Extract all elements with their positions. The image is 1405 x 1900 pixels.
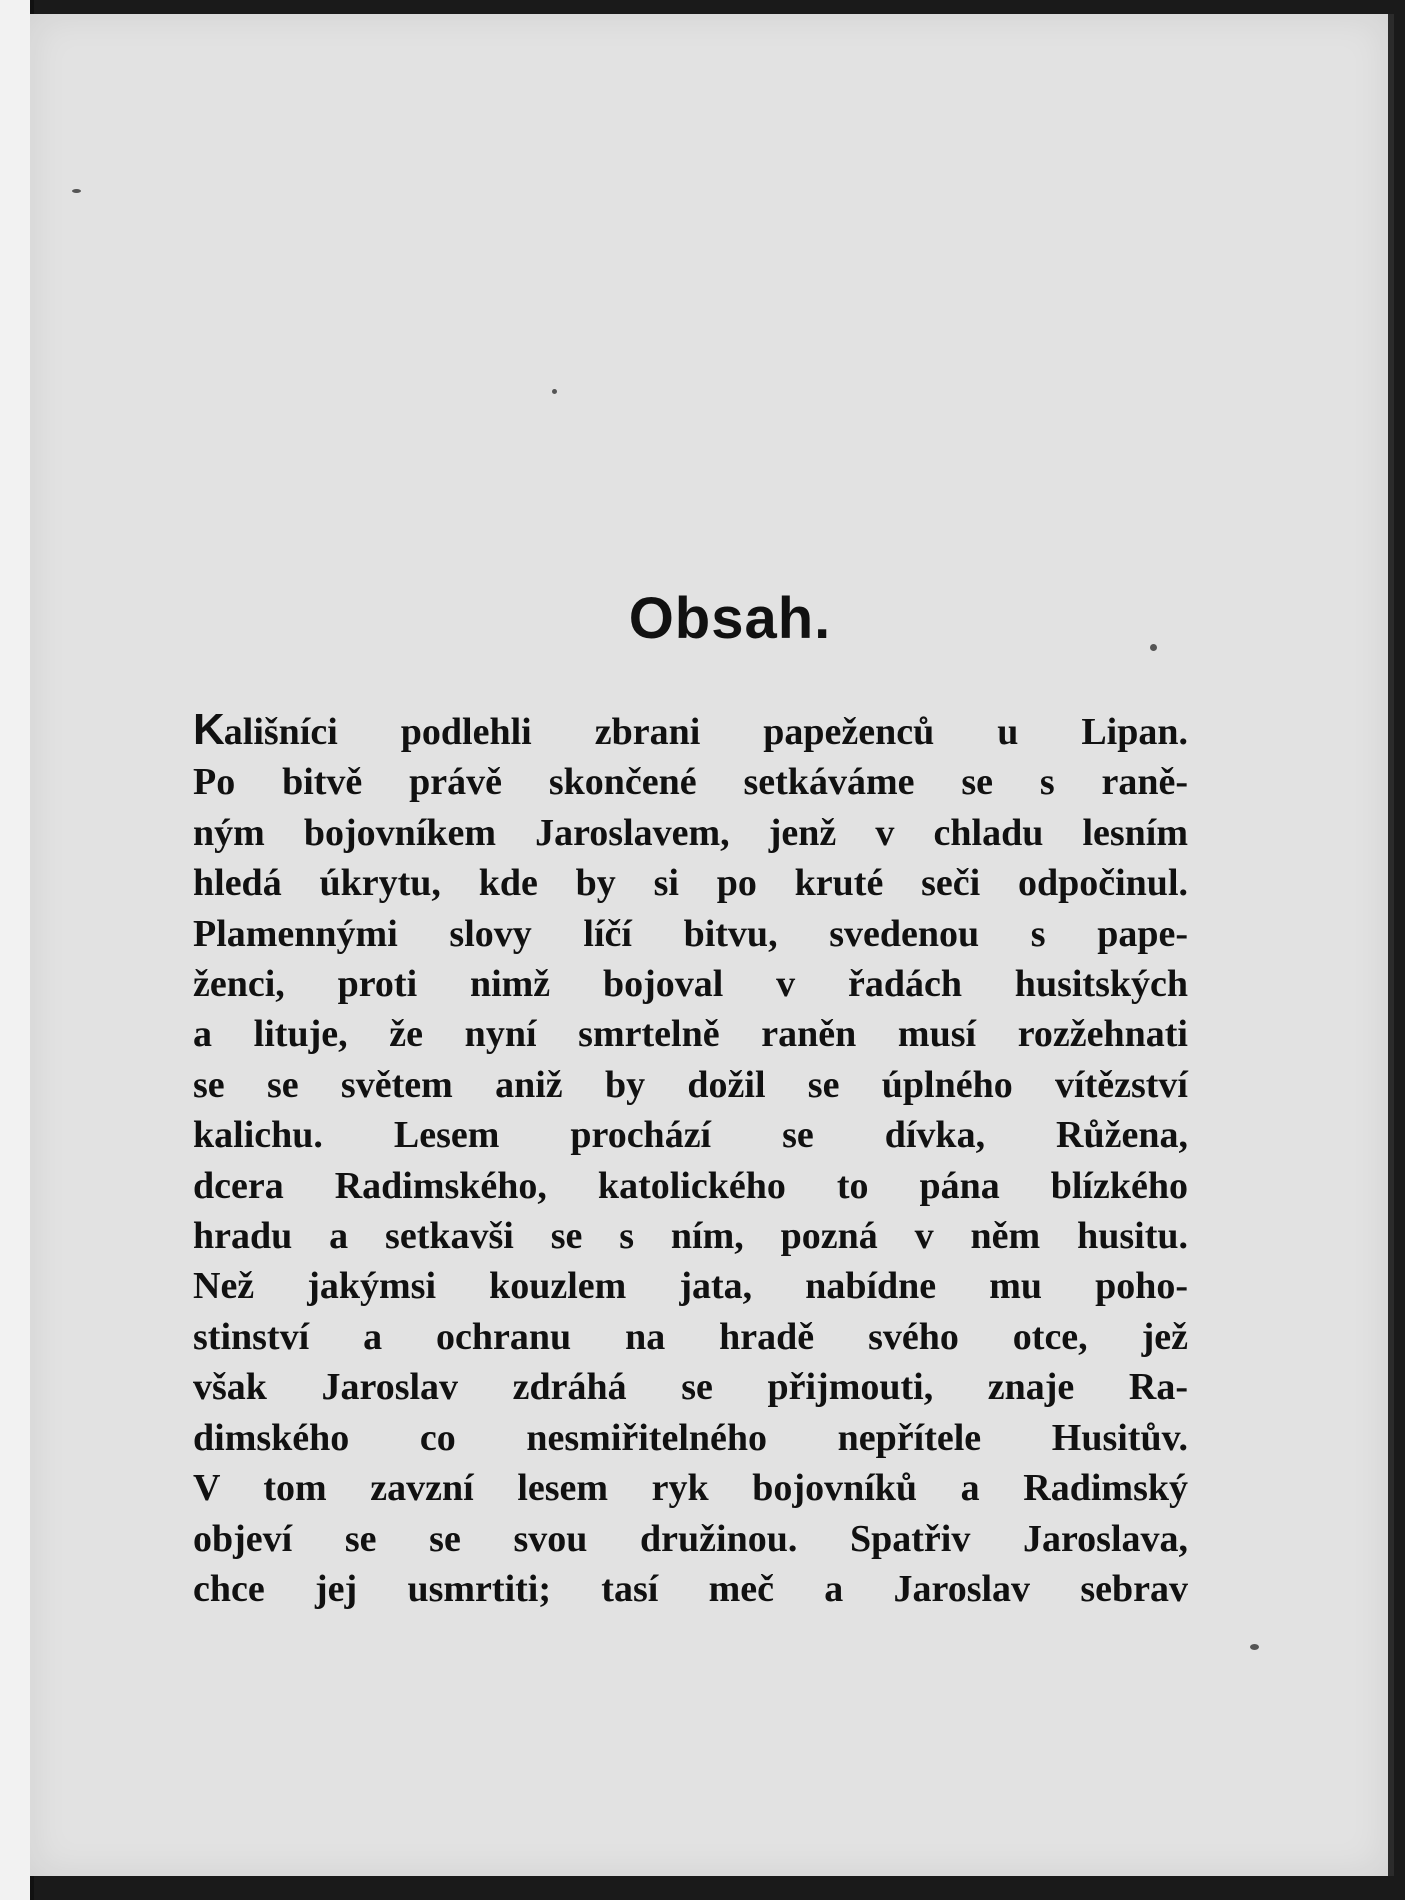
paper-speck	[72, 189, 81, 193]
text-line-11: hradu a setkavši se s ním, pozná v něm husitu.	[193, 1215, 1188, 1258]
text-line-15: dimského co nesmiřitelného nepřítele Husitův.	[193, 1416, 1188, 1459]
paper-speck	[1250, 1644, 1259, 1650]
drop-cap: K	[193, 705, 224, 754]
text-line-14: však Jaroslav zdráhá se přijmouti, znaje Ra-	[193, 1366, 1188, 1409]
text-line-10: dcera Radimského, katolického to pána blízkého	[193, 1164, 1188, 1207]
text-line-3: ným bojovníkem Jaroslavem, jenž v chladu lesním	[193, 811, 1188, 854]
text-line-2: Po bitvě právě skončené setkáváme se s raně-	[193, 761, 1188, 804]
text-line-8: se se světem aniž by dožil se úplného vítězství	[193, 1063, 1188, 1106]
text-line-6: ženci, proti nimž bojoval v řadách husitských	[193, 963, 1188, 1006]
paper-speck	[552, 389, 557, 394]
summary-paragraph	[193, 705, 1188, 1614]
left-page-edge	[0, 0, 34, 1900]
text-line-9: kalichu. Lesem prochází se dívka, Růžena,	[193, 1114, 1188, 1157]
text-line-4: hledá úkrytu, kde by si po kruté seči odpočinul.	[193, 862, 1188, 905]
text-line-5: Plamennými slovy líčí bitvu, svedenou s pape-	[193, 912, 1188, 955]
text-line-16: V tom zavzní lesem ryk bojovníků a Radimský	[193, 1467, 1188, 1510]
text-line-12: Než jakýmsi kouzlem jata, nabídne mu poho-	[193, 1265, 1188, 1308]
text-line-7: a lituje, že nyní smrtelně raněn musí rozžehnati	[193, 1013, 1188, 1056]
page-title: Obsah.	[628, 586, 832, 651]
text-line-1: Kališníci podlehli zbrani papeženců u Lipan.	[193, 705, 1188, 754]
text-line-18: chce jej usmrtiti; tasí meč a Jaroslav sebrav	[193, 1567, 1188, 1610]
text-line-13: stinství a ochranu na hradě svého otce, jež	[193, 1315, 1188, 1358]
text-line-17: objeví se se svou družinou. Spatřiv Jaroslava,	[193, 1517, 1188, 1560]
